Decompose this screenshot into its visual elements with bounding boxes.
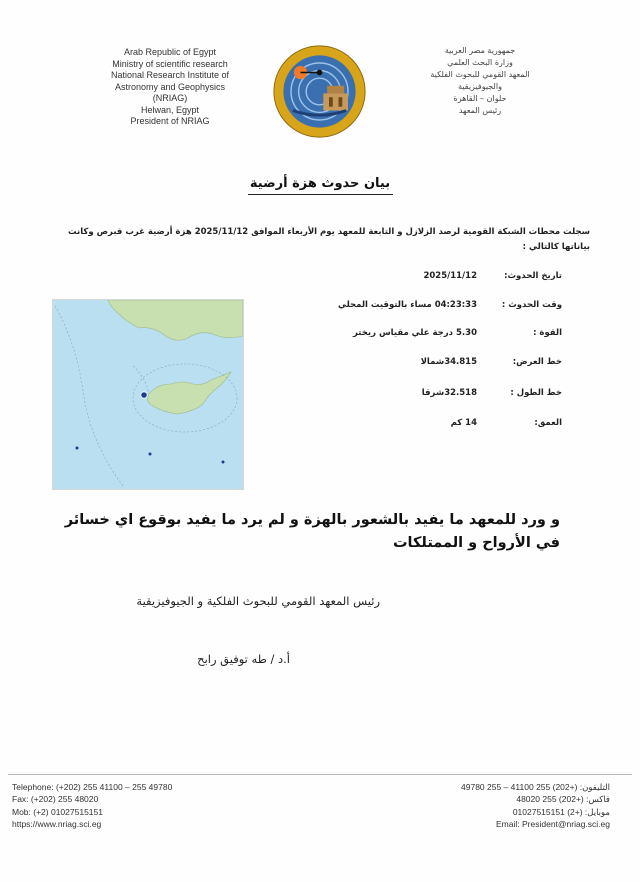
map-graphic — [53, 300, 243, 489]
field-latitude — [300, 357, 562, 371]
epicenter-marker — [141, 392, 147, 398]
letterhead-english-line: President of NRIAG — [130, 116, 210, 126]
footer-line: Telephone: (+202) 255 41100 – 255 49780 — [12, 782, 173, 792]
map-point — [149, 453, 152, 456]
field-value: 04:23:33 مساء بالتوقيت المحلي — [337, 300, 477, 310]
field-time — [300, 300, 562, 314]
intro-paragraph: سجلت محطات الشبكة القومية لرصد الزلازل و التابعة للمعهد يوم الأربعاء الموافق 2025/11/12 هزة أرضية غرب قبرص وكانت بياناتها كالتالي : — [68, 227, 590, 252]
field-date — [300, 271, 562, 285]
footer-line: التليفون: (+202) 255 41100 – 255 49780 — [461, 782, 610, 792]
field-value: 5.30 درجة علي مقياس ريختر — [353, 328, 477, 338]
letterhead-arabic-line: وزارة البحث العلمي — [447, 58, 513, 67]
letterhead-arabic-line: حلوان – القاهرة — [453, 94, 507, 103]
field-longitude — [300, 388, 562, 402]
letterhead-english-line: National Research Institute of — [110, 70, 230, 80]
letterhead-english-line: Helwan, Egypt — [140, 104, 200, 115]
field-label: العمق: — [534, 418, 562, 428]
title-underline — [248, 194, 393, 195]
letterhead-arabic-line: رئيس المعهد — [458, 106, 502, 115]
epicenter-map — [52, 299, 244, 490]
footer-line: موبايل: (+2) 01027515151 — [512, 806, 610, 817]
website-link[interactable]: https://www.nriag.sci.eg — [12, 818, 102, 829]
footer-contacts-arabic — [380, 781, 610, 830]
felt-statement: و ورد للمعهد ما يفيد بالشعور بالهزة و لم يرد ما يفيد بوقوع اي خسائر في الأرواح و الممتلكات — [64, 512, 560, 551]
letterhead-arabic-line: والجيوفيزيقية — [458, 82, 502, 91]
footer-line: فاكس: (+202) 255 48020 — [516, 794, 610, 805]
field-label: تاريخ الحدوث: — [504, 271, 562, 281]
document-title: بيان حدوث هزة أرضية — [249, 176, 391, 191]
letterhead-english-line: (NRIAG) — [152, 93, 188, 103]
field-depth — [300, 418, 562, 432]
signature-title: رئيس المعهد القومي للبحوث الفلكية و الجيوفيزيقية — [136, 594, 380, 608]
email-link[interactable]: Email: President@nriag.sci.eg — [496, 818, 610, 829]
map-point — [76, 447, 79, 450]
field-label: وقت الحدوث : — [501, 300, 562, 310]
letterhead-english — [70, 47, 270, 128]
field-value: 14 كم — [450, 418, 477, 428]
field-label: خط العرض: — [512, 357, 562, 367]
map-point — [222, 461, 225, 464]
field-value: 32.518شرقا — [421, 388, 477, 398]
signature-name: أ.د / طه توفيق رابح — [197, 652, 290, 666]
nriag-logo — [272, 44, 367, 139]
field-label: خط الطول : — [510, 388, 562, 398]
letterhead-arabic-line: المعهد القومي للبحوث الفلكية — [430, 70, 530, 79]
field-value: 34.815شمالا — [420, 357, 477, 367]
letterhead-english-line: Ministry of scientific research — [112, 58, 228, 69]
footer-line: Fax: (+202) 255 48020 — [12, 794, 99, 805]
field-label: القوة : — [533, 328, 562, 338]
letterhead-arabic — [400, 45, 560, 117]
letterhead-english-line: Astronomy and Geophysics — [114, 81, 226, 92]
letterhead-arabic-line: جمهورية مصر العربية — [444, 46, 516, 55]
field-magnitude — [300, 328, 562, 342]
footer-line: Mob: (+2) 01027515151 — [12, 806, 103, 817]
letterhead-english-line: Arab Republic of Egypt — [123, 47, 217, 57]
field-value: 2025/11/12 — [423, 271, 477, 281]
footer-contacts-english — [12, 781, 272, 830]
footer-divider — [8, 774, 632, 775]
